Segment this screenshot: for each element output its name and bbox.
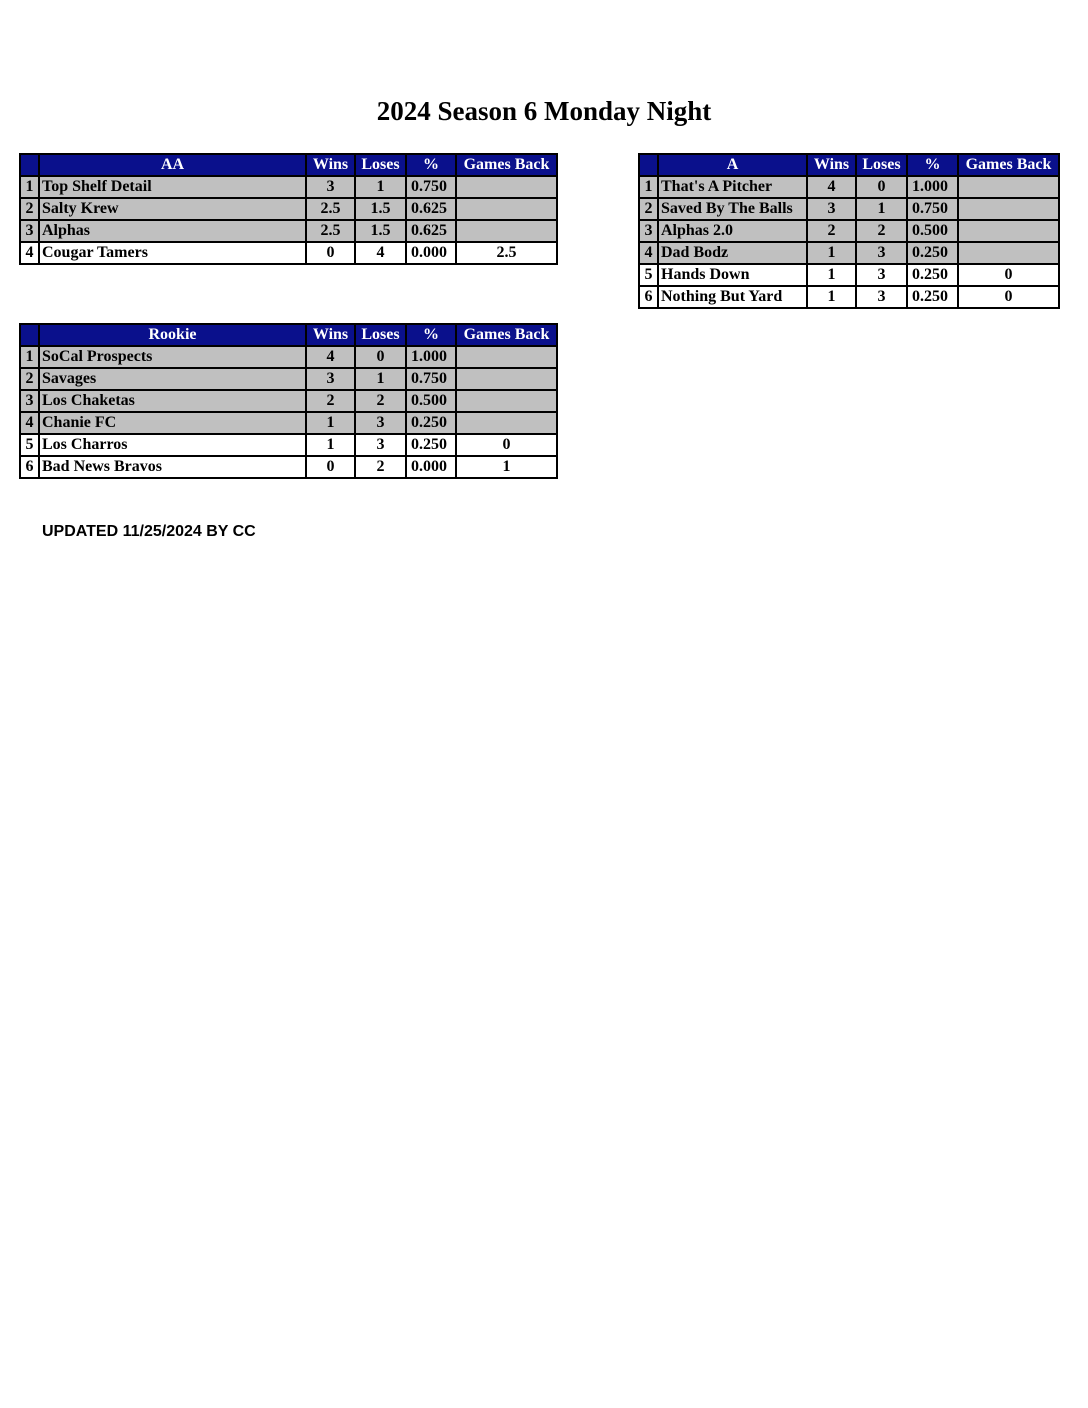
games-back-cell: 0 (456, 434, 557, 456)
table-row (639, 264, 1059, 286)
loses-cell: 3 (856, 264, 907, 286)
wins-cell: 0 (306, 456, 355, 478)
rank-cell: 5 (639, 264, 658, 286)
games-back-cell: 2.5 (456, 242, 557, 264)
team-cell: Cougar Tamers (39, 242, 306, 264)
rank-cell: 5 (20, 434, 39, 456)
wins-cell: 1 (807, 242, 856, 264)
loses-header: Loses (856, 154, 907, 176)
division-header: AA (39, 154, 306, 176)
rank-header (639, 154, 658, 176)
table-row (20, 368, 557, 390)
updated-note: UPDATED 11/25/2024 BY CC (42, 523, 256, 540)
table-row (20, 220, 557, 242)
team-cell: Hands Down (658, 264, 807, 286)
games-back-cell (958, 198, 1059, 220)
games-back-cell (456, 346, 557, 368)
wins-cell: 4 (807, 176, 856, 198)
team-cell: Dad Bodz (658, 242, 807, 264)
pct-cell: 0.625 (406, 220, 456, 242)
games-back-header: Games Back (456, 324, 557, 346)
rank-cell: 4 (639, 242, 658, 264)
rank-cell: 3 (20, 220, 39, 242)
wins-cell: 1 (807, 286, 856, 308)
loses-cell: 2 (856, 220, 907, 242)
pct-cell: 0.250 (907, 242, 958, 264)
table-row (20, 198, 557, 220)
games-back-cell (456, 220, 557, 242)
rookie-standings-table (19, 323, 558, 479)
team-cell: That's A Pitcher (658, 176, 807, 198)
table-row (639, 286, 1059, 308)
rank-header (20, 324, 39, 346)
wins-cell: 2.5 (306, 198, 355, 220)
pct-cell: 0.625 (406, 198, 456, 220)
rank-cell: 2 (20, 368, 39, 390)
games-back-cell (456, 368, 557, 390)
loses-cell: 3 (856, 242, 907, 264)
rank-cell: 1 (20, 176, 39, 198)
games-back-cell (958, 242, 1059, 264)
loses-header: Loses (355, 154, 406, 176)
pct-header: % (907, 154, 958, 176)
wins-cell: 0 (306, 242, 355, 264)
table-row (20, 346, 557, 368)
team-cell: Savages (39, 368, 306, 390)
loses-cell: 3 (856, 286, 907, 308)
wins-cell: 1 (306, 434, 355, 456)
table-row (20, 242, 557, 264)
loses-cell: 2 (355, 456, 406, 478)
division-header: Rookie (39, 324, 306, 346)
rank-cell: 4 (20, 242, 39, 264)
team-cell: SoCal Prospects (39, 346, 306, 368)
games-back-cell: 0 (958, 264, 1059, 286)
table-row (639, 176, 1059, 198)
wins-cell: 2.5 (306, 220, 355, 242)
pct-cell: 0.750 (406, 368, 456, 390)
rank-cell: 1 (20, 346, 39, 368)
pct-header: % (406, 154, 456, 176)
table-row (639, 198, 1059, 220)
a-standings-table (638, 153, 1060, 309)
rank-cell: 1 (639, 176, 658, 198)
loses-header: Loses (355, 324, 406, 346)
loses-cell: 1 (355, 176, 406, 198)
pct-cell: 0.250 (406, 412, 456, 434)
team-cell: Top Shelf Detail (39, 176, 306, 198)
wins-header: Wins (306, 324, 355, 346)
loses-cell: 1 (856, 198, 907, 220)
team-cell: Nothing But Yard (658, 286, 807, 308)
games-back-cell (958, 176, 1059, 198)
pct-cell: 1.000 (907, 176, 958, 198)
division-header: A (658, 154, 807, 176)
wins-cell: 3 (807, 198, 856, 220)
team-cell: Los Chaketas (39, 390, 306, 412)
table-row (639, 242, 1059, 264)
aa-standings-table (19, 153, 558, 265)
rank-header (20, 154, 39, 176)
rank-cell: 6 (639, 286, 658, 308)
table-row (20, 434, 557, 456)
wins-cell: 3 (306, 368, 355, 390)
pct-cell: 0.000 (406, 456, 456, 478)
team-cell: Los Charros (39, 434, 306, 456)
rank-cell: 6 (20, 456, 39, 478)
loses-cell: 3 (355, 434, 406, 456)
loses-cell: 1.5 (355, 220, 406, 242)
table-row (20, 390, 557, 412)
rank-cell: 3 (20, 390, 39, 412)
table-header-row (20, 154, 557, 176)
page-title: 2024 Season 6 Monday Night (376, 96, 712, 126)
table-row (639, 220, 1059, 242)
pct-cell: 0.250 (907, 264, 958, 286)
table-row (20, 176, 557, 198)
wins-cell: 4 (306, 346, 355, 368)
wins-header: Wins (306, 154, 355, 176)
games-back-cell: 1 (456, 456, 557, 478)
pct-cell: 0.750 (406, 176, 456, 198)
table-header-row (20, 324, 557, 346)
wins-cell: 3 (306, 176, 355, 198)
wins-cell: 1 (306, 412, 355, 434)
rank-cell: 3 (639, 220, 658, 242)
loses-cell: 1.5 (355, 198, 406, 220)
loses-cell: 3 (355, 412, 406, 434)
pct-cell: 1.000 (406, 346, 456, 368)
pct-cell: 0.000 (406, 242, 456, 264)
loses-cell: 0 (355, 346, 406, 368)
games-back-cell: 0 (958, 286, 1059, 308)
games-back-cell (456, 412, 557, 434)
team-cell: Saved By The Balls (658, 198, 807, 220)
table-row (20, 412, 557, 434)
team-cell: Chanie FC (39, 412, 306, 434)
pct-cell: 0.750 (907, 198, 958, 220)
games-back-cell (456, 390, 557, 412)
team-cell: Alphas (39, 220, 306, 242)
games-back-cell (958, 220, 1059, 242)
games-back-cell (456, 176, 557, 198)
rank-cell: 2 (639, 198, 658, 220)
pct-header: % (406, 324, 456, 346)
pct-cell: 0.500 (907, 220, 958, 242)
rank-cell: 2 (20, 198, 39, 220)
pct-cell: 0.500 (406, 390, 456, 412)
loses-cell: 0 (856, 176, 907, 198)
games-back-header: Games Back (456, 154, 557, 176)
table-row (20, 456, 557, 478)
team-cell: Bad News Bravos (39, 456, 306, 478)
team-cell: Alphas 2.0 (658, 220, 807, 242)
loses-cell: 2 (355, 390, 406, 412)
loses-cell: 1 (355, 368, 406, 390)
rank-cell: 4 (20, 412, 39, 434)
loses-cell: 4 (355, 242, 406, 264)
pct-cell: 0.250 (907, 286, 958, 308)
wins-header: Wins (807, 154, 856, 176)
pct-cell: 0.250 (406, 434, 456, 456)
wins-cell: 2 (807, 220, 856, 242)
games-back-cell (456, 198, 557, 220)
table-header-row (639, 154, 1059, 176)
wins-cell: 1 (807, 264, 856, 286)
wins-cell: 2 (306, 390, 355, 412)
team-cell: Salty Krew (39, 198, 306, 220)
games-back-header: Games Back (958, 154, 1059, 176)
